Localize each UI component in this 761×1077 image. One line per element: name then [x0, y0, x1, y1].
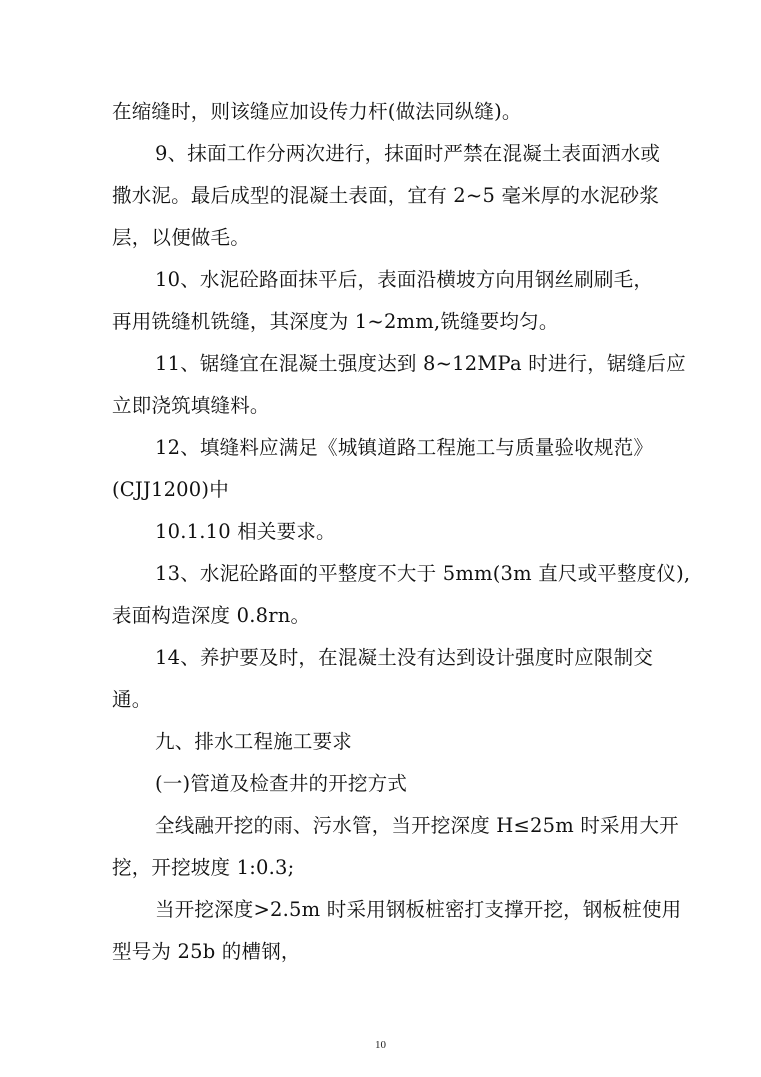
text-line: 当开挖深度>2.5m 时采用钢板桩密打支撑开挖，钢板桩使用: [155, 898, 682, 921]
text-line: 通。: [112, 688, 152, 711]
text-line: 14、养护要及时，在混凝土没有达到设计强度时应限制交: [155, 646, 654, 669]
text-line: 11、锯缝宜在混凝土强度达到 8~12MPa 时进行，锯缝后应: [155, 352, 686, 375]
text-line: 12、填缝料应满足《城镇道路工程施工与质量验收规范》: [155, 436, 654, 459]
text-line: 在缩缝时，则该缝应加设传力杆(做法同纵缝)。: [112, 100, 522, 123]
text-line: 撒水泥。最后成型的混凝土表面，宜有 2~5 毫米厚的水泥砂浆: [112, 184, 660, 207]
text-line: 表面构造深度 0.8rn。: [112, 604, 311, 627]
text-line: 层，以便做毛。: [112, 226, 250, 249]
text-line: 9、抹面工作分两次进行，抹面时严禁在混凝土表面洒水或: [155, 142, 661, 165]
text-line: 10.1.10 相关要求。: [155, 520, 336, 543]
page-number: 10: [375, 1039, 386, 1051]
text-line: 挖，开挖坡度 1:0.3;: [112, 856, 295, 879]
text-line: 全线融开挖的雨、污水管，当开挖深度 H≤25m 时采用大开: [155, 814, 679, 837]
subsection-heading: (一)管道及检查井的开挖方式: [155, 772, 408, 795]
text-line: 型号为 25b 的槽钢，: [112, 940, 301, 963]
text-line: 13、水泥砼路面的平整度不大于 5mm(3m 直尺或平整度仪),: [155, 562, 691, 585]
document-body: [112, 91, 691, 973]
text-line: (CJJ1200)中: [112, 478, 229, 501]
text-line: 再用铣缝机铣缝，其深度为 1~2mm,铣缝要均匀。: [112, 310, 559, 333]
text-line: 10、水泥砼路面抹平后，表面沿横坡方向用钢丝刷刷毛，: [155, 268, 654, 291]
section-heading: 九、排水工程施工要求: [155, 730, 353, 753]
text-line: 立即浇筑填缝料。: [112, 394, 270, 417]
